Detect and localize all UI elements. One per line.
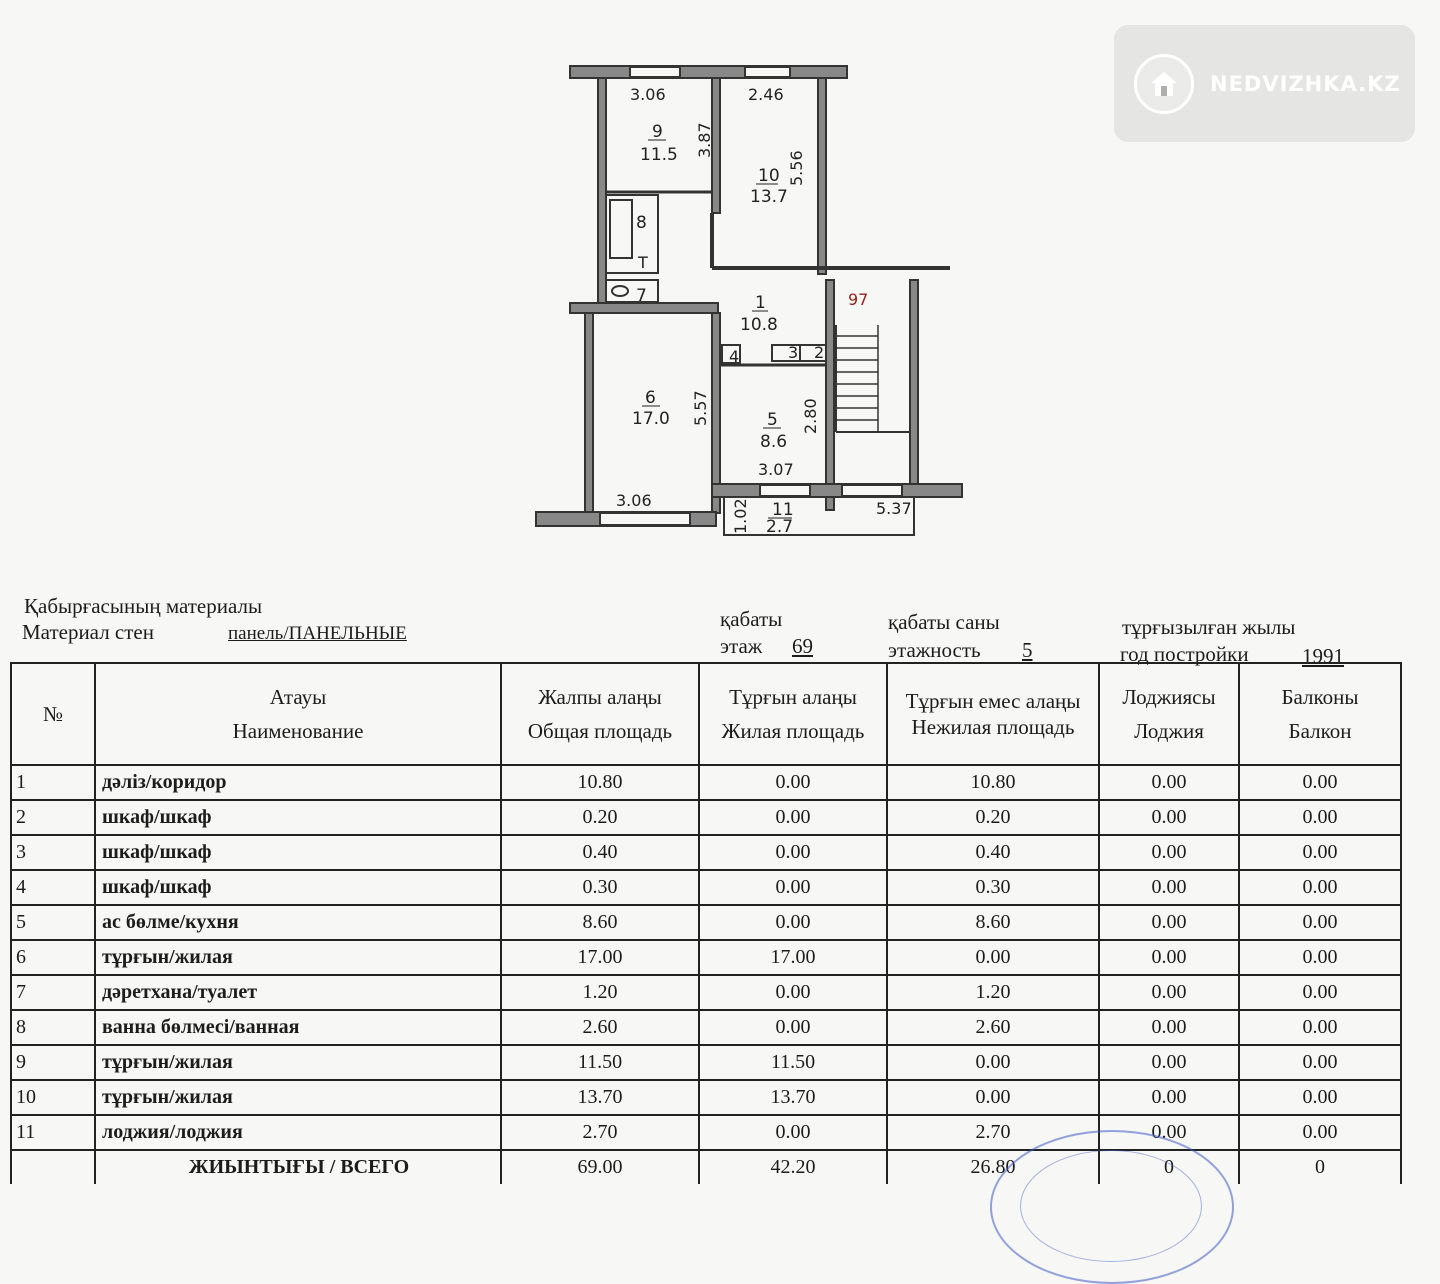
floor-kz-label: қабаты [720, 607, 783, 631]
floor-plan [520, 55, 970, 555]
table-row [11, 975, 1401, 1010]
cell-nonliving: 0.00 [887, 1045, 1099, 1080]
table-row [11, 1010, 1401, 1045]
cell-total: 0.40 [501, 835, 699, 870]
year-kz-label: тұрғызылған жылы [1122, 615, 1296, 639]
dim-room5-depth: 2.80 [801, 398, 820, 434]
header-name: Атауы Наименование [95, 663, 501, 765]
total-living: 42.20 [699, 1150, 887, 1184]
table-row [11, 1045, 1401, 1080]
cell-no: 1 [11, 765, 95, 800]
cell-living: 11.50 [699, 1045, 887, 1080]
house-icon [1134, 54, 1194, 114]
cell-name: тұрғын/жилая [95, 940, 501, 975]
header-balcony: Балконы Балкон [1239, 663, 1401, 765]
room-6-number: 6 [645, 388, 656, 408]
cell-name: дәретхана/туалет [95, 975, 501, 1010]
total-label: ЖИЫНТЫҒЫ / ВСЕГО [95, 1150, 501, 1184]
room-1-number: 1 [755, 293, 766, 313]
dim-room6-depth: 5.57 [691, 390, 710, 426]
cell-total: 0.30 [501, 870, 699, 905]
cell-total: 2.60 [501, 1010, 699, 1045]
cell-nonliving: 0.40 [887, 835, 1099, 870]
cell-balcony: 0.00 [1239, 870, 1401, 905]
cell-loggia: 0.00 [1099, 1115, 1239, 1150]
cell-nonliving: 0.00 [887, 940, 1099, 975]
cell-no: 5 [11, 905, 95, 940]
cell-loggia: 0.00 [1099, 1080, 1239, 1115]
cell-balcony: 0.00 [1239, 940, 1401, 975]
cell-balcony: 0.00 [1239, 835, 1401, 870]
header-nonliving: Тұрғын емес алаңы Нежилая площадь [887, 663, 1099, 765]
cell-no: 6 [11, 940, 95, 975]
cell-loggia: 0.00 [1099, 870, 1239, 905]
room-6-area: 17.0 [632, 409, 670, 429]
cell-no: 3 [11, 835, 95, 870]
cell-balcony: 0.00 [1239, 905, 1401, 940]
table-row [11, 905, 1401, 940]
table-row [11, 765, 1401, 800]
cell-living: 0.00 [699, 1010, 887, 1045]
room-11-number: 11 [772, 500, 794, 520]
cell-no: 8 [11, 1010, 95, 1045]
cell-living: 0.00 [699, 905, 887, 940]
cell-name: тұрғын/жилая [95, 1080, 501, 1115]
cell-total: 13.70 [501, 1080, 699, 1115]
material-ru-label: Материал стен [22, 620, 154, 644]
header-loggia: Лоджиясы Лоджия [1099, 663, 1239, 765]
cell-loggia: 0.00 [1099, 940, 1239, 975]
floors-ru-label: этажность [888, 638, 981, 662]
cell-nonliving: 2.60 [887, 1010, 1099, 1045]
table-row [11, 835, 1401, 870]
dim-loggia-depth: 1.02 [731, 498, 750, 534]
room-9-area: 11.5 [640, 145, 678, 165]
cell-balcony: 0.00 [1239, 765, 1401, 800]
total-total: 69.00 [501, 1150, 699, 1184]
dim-room9-depth: 3.87 [695, 122, 714, 158]
cell-nonliving: 2.70 [887, 1115, 1099, 1150]
room-4-number: 4 [729, 347, 740, 366]
cell-nonliving: 1.20 [887, 975, 1099, 1010]
cell-nonliving: 10.80 [887, 765, 1099, 800]
watermark-badge [1114, 25, 1415, 142]
room-10-area: 13.7 [750, 187, 788, 207]
cell-no: 2 [11, 800, 95, 835]
cell-living: 0.00 [699, 835, 887, 870]
room-10-number: 10 [758, 166, 780, 186]
cell-nonliving: 0.00 [887, 1080, 1099, 1115]
cell-nonliving: 0.30 [887, 870, 1099, 905]
cell-nonliving: 0.20 [887, 800, 1099, 835]
cell-no: 7 [11, 975, 95, 1010]
cell-living: 17.00 [699, 940, 887, 975]
cell-total: 10.80 [501, 765, 699, 800]
year-ru-label: год постройки [1120, 642, 1249, 666]
header-total: Жалпы алаңы Общая площадь [501, 663, 699, 765]
stair-mark: 97 [848, 290, 869, 309]
cell-balcony: 0.00 [1239, 1010, 1401, 1045]
table-row [11, 940, 1401, 975]
cell-living: 13.70 [699, 1080, 887, 1115]
cell-name: ас бөлме/кухня [95, 905, 501, 940]
cell-balcony: 0.00 [1239, 800, 1401, 835]
cell-name: дәліз/коридор [95, 765, 501, 800]
room-7-number: 7 [636, 286, 647, 306]
total-balcony: 0 [1239, 1150, 1401, 1184]
table-row [11, 870, 1401, 905]
cell-living: 0.00 [699, 975, 887, 1010]
room-3-number: 3 [788, 343, 799, 362]
cell-balcony: 0.00 [1239, 975, 1401, 1010]
material-kz-label: Қабырғасының материалы [24, 594, 263, 618]
cell-loggia: 0.00 [1099, 1045, 1239, 1080]
room-1-area: 10.8 [740, 315, 778, 335]
cell-balcony: 0.00 [1239, 1115, 1401, 1150]
cell-living: 0.00 [699, 870, 887, 905]
table-row [11, 800, 1401, 835]
cell-no: 4 [11, 870, 95, 905]
total-blank-cell [11, 1150, 95, 1184]
table-header-row [11, 663, 1401, 765]
room-2-number: 2 [814, 343, 825, 362]
floors-value: 5 [1022, 638, 1033, 662]
cell-loggia: 0.00 [1099, 800, 1239, 835]
cell-total: 17.00 [501, 940, 699, 975]
room-11-area: 2.7 [766, 517, 794, 537]
cell-name: шкаф/шкаф [95, 870, 501, 905]
material-value: панель/ПАНЕЛЬНЫЕ [228, 623, 407, 644]
dim-room9-width: 3.06 [630, 85, 666, 104]
cell-nonliving: 8.60 [887, 905, 1099, 940]
dim-room6-width: 3.06 [616, 491, 652, 510]
cell-living: 0.00 [699, 1115, 887, 1150]
header-living: Тұрғын алаңы Жилая площадь [699, 663, 887, 765]
cell-loggia: 0.00 [1099, 975, 1239, 1010]
cell-no: 11 [11, 1115, 95, 1150]
dim-room10-width: 2.46 [748, 85, 784, 104]
cell-name: лоджия/лоджия [95, 1115, 501, 1150]
cell-name: тұрғын/жилая [95, 1045, 501, 1080]
year-value: 1991 [1302, 644, 1344, 668]
total-loggia: 0 [1099, 1150, 1239, 1184]
dim-room5-width: 3.07 [758, 460, 794, 479]
room-9-number: 9 [652, 122, 663, 142]
total-nonliving: 26.80 [887, 1150, 1099, 1184]
room-5-area: 8.6 [760, 432, 788, 452]
cell-living: 0.00 [699, 800, 887, 835]
floors-kz-label: қабаты саны [888, 610, 1000, 634]
cell-no: 9 [11, 1045, 95, 1080]
cell-loggia: 0.00 [1099, 765, 1239, 800]
cell-loggia: 0.00 [1099, 1010, 1239, 1045]
watermark-text: NEDVIZHKA.KZ [1210, 71, 1401, 96]
cell-total: 0.20 [501, 800, 699, 835]
floor-ru-label: этаж [720, 634, 763, 658]
cell-name: ванна бөлмесі/ванная [95, 1010, 501, 1045]
cell-total: 8.60 [501, 905, 699, 940]
official-stamp-inner [1020, 1150, 1202, 1262]
cell-total: 2.70 [501, 1115, 699, 1150]
cell-living: 0.00 [699, 765, 887, 800]
cell-no: 10 [11, 1080, 95, 1115]
cell-name: шкаф/шкаф [95, 800, 501, 835]
cell-balcony: 0.00 [1239, 1045, 1401, 1080]
table-row [11, 1080, 1401, 1115]
table-row [11, 1115, 1401, 1150]
dim-loggia-width: 5.37 [876, 499, 912, 518]
cell-balcony: 0.00 [1239, 1080, 1401, 1115]
cell-total: 11.50 [501, 1045, 699, 1080]
cell-total: 1.20 [501, 975, 699, 1010]
cell-loggia: 0.00 [1099, 835, 1239, 870]
cell-loggia: 0.00 [1099, 905, 1239, 940]
cell-name: шкаф/шкаф [95, 835, 501, 870]
room-8-number: 8 [636, 213, 647, 233]
dim-room10-depth: 5.56 [787, 150, 806, 186]
area-table [10, 662, 1402, 1184]
toilet-mark: T [638, 253, 648, 272]
room-5-number: 5 [767, 410, 778, 430]
header-no: № [11, 663, 95, 765]
floor-value: 69 [792, 634, 813, 658]
